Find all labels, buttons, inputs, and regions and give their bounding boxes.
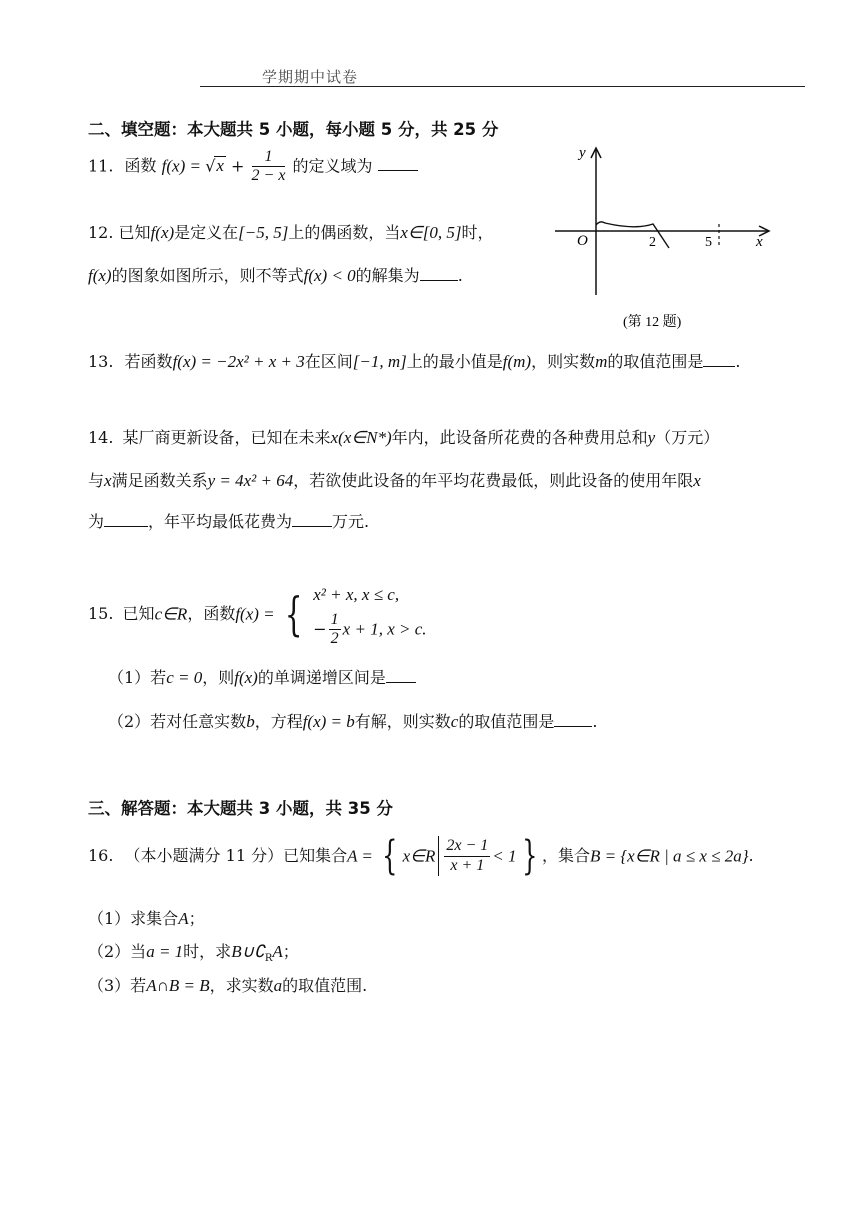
q11-fraction [252,148,286,186]
q14-variable: x [104,471,112,490]
q15-text: （1）若 [108,668,167,687]
question-15 [88,580,427,648]
tick-label-2: 2 [649,235,656,250]
q16-variable: a [273,976,283,995]
q14-variable: x [693,471,701,490]
q16-text: （1）求集合 [88,909,179,928]
question-number: 11. [88,156,114,176]
q14-text: 为 [88,512,105,531]
q16-text: ； [282,942,299,961]
q13-fm: f(m) [502,352,532,371]
q16-text: （2）当 [88,942,147,961]
q15-function: f(x) = [235,604,279,624]
q16-expression: A∩B = B [146,976,210,995]
q15-text: 已知 [122,604,155,624]
q13-text: 在区间 [304,352,353,371]
q14-text: （万元） [655,428,720,447]
q12-condition: x∈[0, 5] [400,223,462,242]
question-12-line-2 [88,266,463,284]
question-11 [88,148,418,186]
question-number: 14. [88,428,114,447]
fraction-denominator: 2 [330,629,339,647]
set-b-definition: {x∈R | a ≤ x ≤ 2a} [620,846,749,866]
q16-text: . [748,846,754,865]
q14-text: 年内，此设备所花费的各种费用总和 [391,428,648,447]
y-axis-label: y [579,145,586,161]
q15-condition: c∈R [154,604,188,624]
q12-text: 上的偶函数，当 [288,223,401,242]
q13-text: . [735,352,741,371]
section-3-title: 三、解答题：本大题共 3 小题，共 35 分 [88,799,393,818]
q12-function: f(x) [88,266,112,285]
q15-text: . [592,712,598,731]
question-15-part-1 [108,668,416,686]
answer-blank [386,668,416,683]
fraction-numerator: 1 [329,611,341,630]
set-a-close-brace: } [521,833,537,879]
q14-text: ，若欲使此设备的年平均花费最低，则此设备的使用年限 [293,471,694,490]
q15-text: 的单调递增区间是 [257,668,386,687]
q12-graph [545,140,785,340]
q12-text: 时， [461,223,494,242]
q16-text: ； [188,909,205,928]
question-number: 16. [88,846,114,865]
q16-expression: B∪∁ [231,942,265,961]
set-a-condition: < 1 [492,846,517,866]
question-14-line-3 [88,512,369,530]
q11-text: 函数 [124,156,157,176]
question-14-line-1 [88,429,719,446]
q16-text: 时，求 [183,942,232,961]
answer-blank [703,352,735,367]
piecewise-cases [313,580,426,648]
question-16-part-2 [88,943,299,964]
question-16-part-1 [88,910,205,927]
q14-text: 某厂商更新设备，已知在未来 [122,428,331,447]
q13-text: 的取值范围是 [607,352,704,371]
header-title: 学期期中试卷 [262,68,359,86]
tick-label-5: 5 [705,235,712,250]
q15-text: ，函数 [187,604,236,624]
q14-text: 与 [88,471,105,490]
q13-text: 若函数 [124,352,173,371]
minus-sign: − [313,618,327,638]
complement-subscript: R [264,953,273,965]
set-b-label: B = [589,846,621,866]
q13-text: 上的最小值是 [406,352,503,371]
case-2-fraction [329,611,341,649]
section-2-title: 二、填空题：本大题共 5 小题，每小题 5 分，共 25 分 [88,120,499,139]
q16-text: ，集合 [541,846,590,865]
case-2-rest: x + 1, x > c. [342,618,427,638]
question-number: 13. [88,352,114,371]
origin-label: O [577,233,588,249]
q16-condition: a = 1 [146,942,184,961]
q12-text: 的图象如图所示，则不等式 [111,266,304,285]
question-14-line-2 [88,472,701,489]
q16-text: （本小题满分 11 分）已知集合 [124,846,348,865]
q13-text: ，则实数 [531,352,596,371]
q12-function: f(x) [150,223,175,242]
fraction-denominator: x + 1 [450,856,485,874]
q15-text: ，方程 [254,712,303,731]
q16-text: 的取值范围. [282,976,368,995]
q12-text: 已知 [118,223,151,242]
q12-text: 是定义在 [174,223,239,242]
q13-interval: [−1, m] [352,352,407,371]
set-a-fraction [444,837,490,875]
q14-text: 万元. [332,512,370,531]
q12-text: 的解集为 [355,266,420,285]
q13-variable: m [595,352,608,371]
plus-sign: + [225,156,250,176]
answer-blank [554,712,592,727]
q16-text: （3）若 [88,976,147,995]
set-a-element: x∈R [402,846,436,866]
answer-blank [104,512,148,527]
set-a-bar [438,836,439,876]
q15-text: （2）若对任意实数 [108,712,247,731]
case-1: x² + x, x ≤ c, [313,585,400,604]
graph-caption: (第 12 题) [623,315,682,330]
x-axis-label: x [756,234,763,250]
q12-text: . [457,266,463,285]
q14-equation: y = 4x² + 64 [207,471,294,490]
piecewise-brace: { [284,587,303,642]
function-curve [596,222,669,248]
q14-variable: x(x∈N*) [330,428,392,447]
q15-text: 的取值范围是 [458,712,555,731]
q11-function: f(x) = [161,156,206,176]
fraction-denominator: 2 − x [251,167,286,185]
question-16 [88,833,754,879]
q13-function: f(x) = −2x² + x + 3 [172,352,305,371]
answer-blank [378,156,418,171]
case-2 [313,611,426,649]
question-13 [88,352,740,370]
answer-blank [420,266,458,281]
q14-text: 满足函数关系 [111,471,208,490]
q15-equation: f(x) = b [302,712,355,731]
q15-variable: c [450,712,459,731]
question-12-line-1 [88,224,494,241]
question-number: 15. [88,604,114,624]
q16-variable: A [272,942,283,961]
sqrt-sign: √ [205,156,216,176]
q14-variable: y [647,428,656,447]
set-a-label: A = [347,846,378,866]
q16-variable: A [178,909,189,928]
fraction-numerator: 1 [252,148,286,167]
q12-interval: [−5, 5] [238,223,289,242]
q16-text: ，求实数 [209,976,274,995]
question-16-part-3 [88,977,367,994]
answer-blank [292,512,332,527]
fraction-numerator: 2x − 1 [444,837,490,856]
q11-text-2: 的定义域为 [292,156,373,176]
q12-inequality: f(x) < 0 [303,266,356,285]
set-a-open-brace: { [382,833,398,879]
question-number: 12. [88,223,114,242]
q14-text: ，年平均最低花费为 [148,512,293,531]
q15-variable: b [246,712,255,731]
q15-function: f(x) [234,668,258,687]
q15-text: 有解，则实数 [354,712,451,731]
question-15-part-2 [108,712,597,730]
q15-condition: c = 0 [166,668,203,687]
q15-text: ，则 [202,668,235,687]
sqrt-radicand: x [216,156,224,176]
